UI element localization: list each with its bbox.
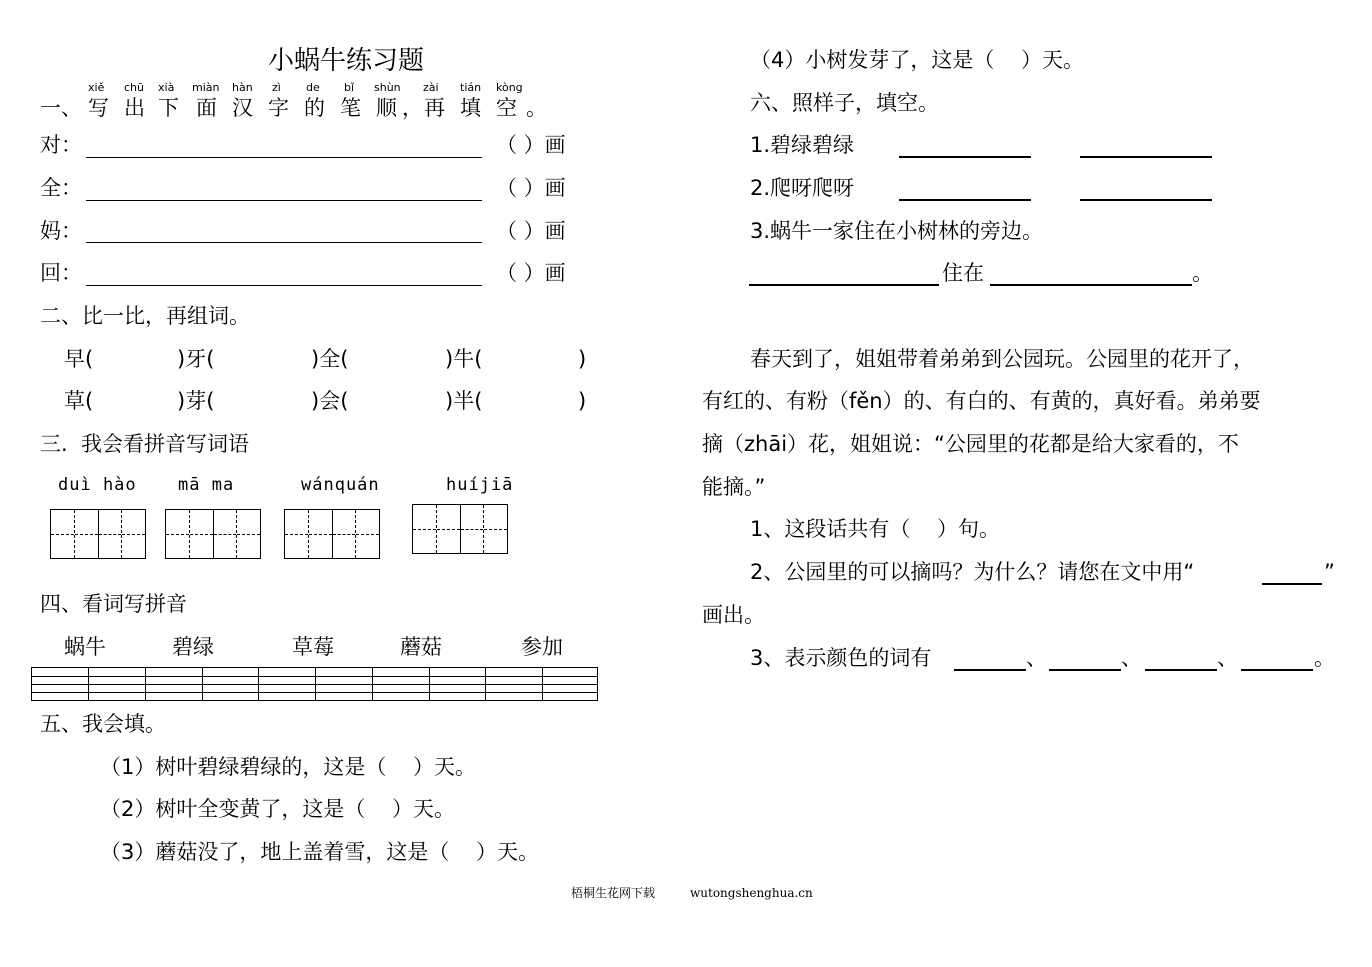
word-woniu: 蜗牛 xyxy=(64,635,106,659)
pinyin-chu: chū xyxy=(124,81,144,94)
sec1-char: 空 xyxy=(496,96,517,120)
stroke-row-hui-answer-line[interactable] xyxy=(86,285,482,286)
sec1-char: 面 xyxy=(196,96,217,120)
pinyin-mama: mā ma xyxy=(178,475,235,495)
sec1-char: ， xyxy=(402,96,423,120)
reading-line-3: 摘（zhāi）花，姐姐说：“公园里的花都是给大家看的，不 xyxy=(702,432,1239,456)
writing-grid-wanquan[interactable] xyxy=(284,509,380,559)
compare-row2-part: )半( xyxy=(445,389,483,413)
pinyin-bi: bǐ xyxy=(344,81,355,94)
writing-grid-huijia[interactable] xyxy=(412,504,508,554)
sec1-char: 笔 xyxy=(340,96,361,120)
pattern-item-2-blank-a[interactable] xyxy=(899,199,1031,201)
footer-site-url: wutongshenghua.cn xyxy=(690,886,813,900)
stroke-row-quan-answer-line[interactable] xyxy=(86,200,482,201)
pattern-item-3: 3.蜗牛一家住在小树林的旁边。 xyxy=(750,219,1044,243)
section6-title: 六、照样子，填空。 xyxy=(750,91,939,115)
color-word-blank-2[interactable] xyxy=(1049,669,1121,671)
sec1-char: 。 xyxy=(526,96,547,120)
pinyin-xie: xiě xyxy=(88,81,105,94)
pinyin-de: de xyxy=(306,81,320,94)
sec1-char: 填 xyxy=(460,96,481,120)
pattern-item-1-blank-a[interactable] xyxy=(899,156,1031,158)
sec1-char: 的 xyxy=(304,96,325,120)
sec1-char: 再 xyxy=(424,96,445,120)
sec1-char: 写 xyxy=(88,96,109,120)
color-word-sep: 、 xyxy=(1026,646,1047,670)
writing-grid-mama[interactable] xyxy=(165,509,261,559)
pinyin-zai: zài xyxy=(423,81,439,94)
pattern-item-3-blank-b[interactable] xyxy=(990,284,1192,286)
stroke-row-dui-answer-line[interactable] xyxy=(86,157,482,158)
stroke-row-quan-label: 全： xyxy=(40,176,82,200)
pinyin-wanquan: wánquán xyxy=(301,475,380,495)
stroke-row-dui-count: （ ）画 xyxy=(496,133,566,157)
compare-row1-part: ) xyxy=(578,347,587,371)
pinyin-kong: kòng xyxy=(496,81,523,94)
pinyin-huijia: huíjiā xyxy=(446,475,514,495)
sec1-char: 顺 xyxy=(376,96,397,120)
reading-line-4: 能摘。” xyxy=(702,475,766,499)
stroke-row-hui-label: 回： xyxy=(40,261,82,285)
reading-question-1: 1、这段话共有（ ）句。 xyxy=(750,517,1001,541)
compare-row2-part: ) xyxy=(578,389,587,413)
stroke-row-quan-count: （ ）画 xyxy=(496,176,566,200)
writing-grid-duihao[interactable] xyxy=(50,509,146,559)
word-bilv: 碧绿 xyxy=(172,635,214,659)
section3-title: 三. 我会看拼音写词语 xyxy=(40,432,250,456)
pinyin-shun: shùn xyxy=(374,81,401,94)
sec1-char: 下 xyxy=(158,96,179,120)
word-caomei: 草莓 xyxy=(292,635,334,659)
fill-item-3: （3）蘑菇没了，地上盖着雪，这是（ ）天。 xyxy=(100,840,540,864)
compare-row2-part: )芽( xyxy=(177,389,215,413)
color-word-blank-4[interactable] xyxy=(1241,669,1313,671)
footer-site-name: 梧桐生花网下载 xyxy=(571,886,656,900)
stroke-row-ma-label: 妈： xyxy=(40,219,82,243)
pattern-item-3-end: 。 xyxy=(1192,261,1213,285)
reading-line-1: 春天到了，姐姐带着弟弟到公园玩。公园里的花开了， xyxy=(750,347,1254,371)
section4-title: 四、看词写拼音 xyxy=(40,592,187,616)
pattern-item-2-blank-b[interactable] xyxy=(1080,199,1212,201)
fill-item-2: （2）树叶全变黄了，这是（ ）天。 xyxy=(100,797,456,821)
stroke-row-ma-answer-line[interactable] xyxy=(86,242,482,243)
pinyin-han: hàn xyxy=(232,81,253,94)
stroke-row-dui-label: 对： xyxy=(40,133,82,157)
pinyin-mian: miàn xyxy=(192,81,220,94)
pattern-item-3-mid: 住在 xyxy=(942,261,984,285)
section2-title: 二、比一比，再组词。 xyxy=(40,304,250,328)
compare-row2-part: )会( xyxy=(311,389,349,413)
color-word-blank-1[interactable] xyxy=(954,669,1026,671)
pattern-item-3-blank-a[interactable] xyxy=(749,284,939,286)
pinyin-writing-grid[interactable] xyxy=(31,667,598,701)
color-word-blank-3[interactable] xyxy=(1145,669,1217,671)
color-word-sep: 、 xyxy=(1121,646,1142,670)
reading-question-2-cont: 画出。 xyxy=(702,603,765,627)
pattern-item-1-blank-b[interactable] xyxy=(1080,156,1212,158)
sec1-char: 汉 xyxy=(232,96,253,120)
pattern-item-1: 1.碧绿碧绿 xyxy=(750,133,855,157)
pinyin-duihao: duì hào xyxy=(58,475,137,495)
compare-row1-part: )牛( xyxy=(445,347,483,371)
pinyin-zi: zì xyxy=(272,81,281,94)
compare-row1-part: )牙( xyxy=(177,347,215,371)
color-word-sep: 、 xyxy=(1217,646,1238,670)
reading-question-3: 3、表示颜色的词有 xyxy=(750,646,932,670)
section1-label: 一、 xyxy=(40,96,82,120)
pinyin-xia: xià xyxy=(158,81,175,94)
compare-row2-part: 草( xyxy=(64,389,94,413)
fill-item-1: （1）树叶碧绿碧绿的，这是（ ）天。 xyxy=(100,755,477,779)
pinyin-tian: tián xyxy=(460,81,482,94)
sec1-char: 字 xyxy=(268,96,289,120)
stroke-row-ma-count: （ ）画 xyxy=(496,219,566,243)
color-word-end: 。 xyxy=(1314,646,1335,670)
page-title: 小蜗牛练习题 xyxy=(268,46,425,76)
word-mogu: 蘑菇 xyxy=(400,635,442,659)
reading-line-2: 有红的、有粉（fěn）的、有白的、有黄的，真好看。弟弟要 xyxy=(702,389,1261,413)
reading-question-2: 2、公园里的可以摘吗？为什么？请您在文中用“ xyxy=(750,560,1195,584)
stroke-row-hui-count: （ ）画 xyxy=(496,261,566,285)
pattern-item-2: 2.爬呀爬呀 xyxy=(750,176,855,200)
compare-row1-part: )全( xyxy=(311,347,349,371)
fill-item-4: （4）小树发芽了，这是（ ）天。 xyxy=(750,48,1085,72)
reading-question-2-blank[interactable] xyxy=(1262,583,1322,585)
sec1-char: 出 xyxy=(124,96,145,120)
word-canjia: 参加 xyxy=(521,635,563,659)
compare-row1-part: 早( xyxy=(64,347,94,371)
reading-question-2-quote-end: ” xyxy=(1324,560,1335,584)
section5-title: 五、我会填。 xyxy=(40,712,166,736)
